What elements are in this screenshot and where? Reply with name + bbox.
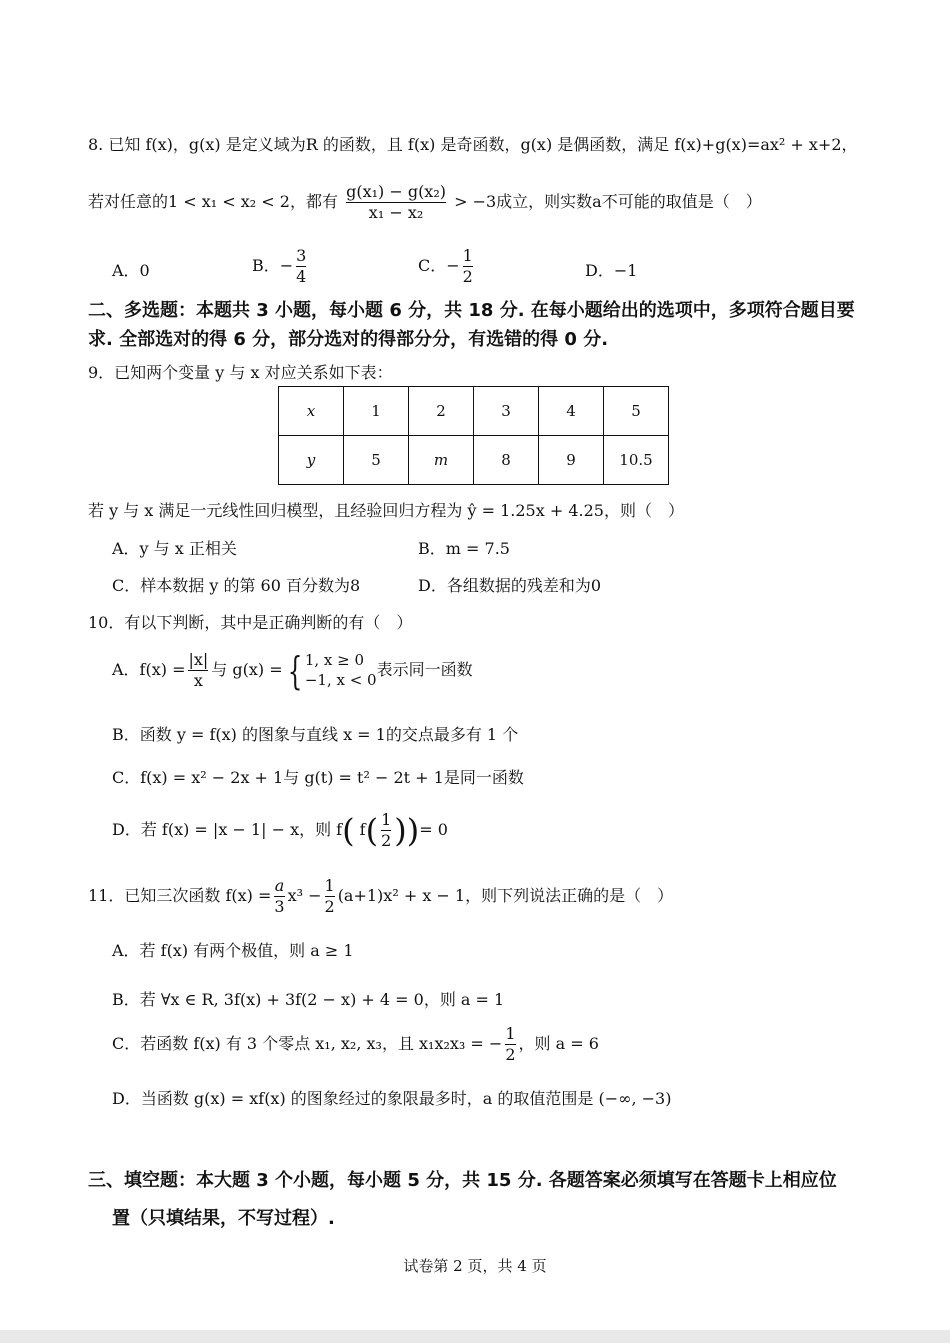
q11-option-c-num: 1 [505, 1024, 516, 1043]
q11-stem [88, 876, 673, 917]
table-cell: y [279, 436, 344, 485]
left-paren-icon: ( [365, 811, 379, 850]
q8-option-d: D．−1 [585, 261, 638, 280]
q8-stem-line1: 8. 已知 f(x)，g(x) 是定义域为R 的函数，且 f(x) 是奇函数，g(x) 是偶函数，满足 f(x)+g(x)=ax² + x+2， [88, 135, 858, 154]
q8-option-b [252, 246, 309, 287]
q10-option-d-suffix: = 0 [419, 820, 448, 839]
section3-heading-line2: 置（只填结果，不写过程）. [112, 1208, 335, 1229]
q8-stem-line2-pre: 若对任意的1 < x₁ < x₂ < 2，都有 [88, 192, 338, 211]
q9-option-d: D．各组数据的残差和为0 [418, 576, 602, 595]
q11-option-b: B．若 ∀x ∈ R, 3f(x) + 3f(2 − x) + 4 = 0，则 a = 1 [112, 990, 505, 1009]
q10-option-a [112, 650, 473, 691]
q11-stem-suffix: (a+1)x² + x − 1，则下列说法正确的是（ ） [337, 886, 674, 905]
q8-stem-line2 [88, 182, 762, 223]
q10-option-a-cases [305, 651, 377, 690]
q10-option-a-suffix: 表示同一函数 [376, 660, 473, 679]
table-cell: 1 [344, 387, 409, 436]
q8-option-c-prefix: C．− [418, 256, 460, 275]
q11-stem-prefix: 11．已知三次函数 f(x) = [88, 886, 272, 905]
q8-option-c-fraction [463, 246, 473, 287]
table-cell: 2 [409, 387, 474, 436]
table-cell: m [409, 436, 474, 485]
q10-option-d-num: 1 [381, 810, 392, 829]
q8-option-b-num: 3 [296, 246, 307, 265]
q11-option-c-den: 2 [505, 1045, 516, 1064]
q8-fraction-denominator: x₁ − x₂ [346, 202, 446, 223]
table-cell: 5 [604, 387, 669, 436]
q11-option-a: A．若 f(x) 有两个极值，则 a ≥ 1 [112, 941, 354, 960]
q10-option-a-den: x [188, 670, 208, 691]
q10-option-a-case2: −1, x < 0 [304, 670, 377, 689]
page-footer: 试卷第 2 页，共 4 页 [403, 1257, 547, 1275]
q11-option-c-suffix: ，则 a = 6 [518, 1034, 599, 1053]
q9-option-a: A．y 与 x 正相关 [112, 539, 237, 558]
q8-fraction [346, 182, 446, 223]
q9-option-c: C．样本数据 y 的第 60 百分数为8 [112, 576, 361, 595]
q8-option-b-prefix: B．− [252, 256, 294, 275]
q11-option-c [112, 1024, 599, 1065]
q11-fraction-half-den: 2 [324, 897, 335, 916]
q11-option-c-prefix: C．若函数 f(x) 有 3 个零点 x₁, x₂, x₃，且 x₁x₂x₃ = − [112, 1034, 503, 1053]
q10-option-d-prefix: D．若 f(x) = |x − 1| − x，则 f [112, 820, 343, 839]
table-row-x [279, 387, 669, 436]
section2-heading-line1: 二、多选题：本题共 3 小题，每小题 6 分，共 18 分. 在每小题给出的选项中，多项符合题目要 [88, 300, 855, 321]
q10-option-a-num: |x| [188, 650, 209, 669]
q8-option-c-den: 2 [462, 267, 473, 286]
q8-option-b-den: 4 [296, 267, 307, 286]
q10-option-a-prefix: A．f(x) = [112, 660, 186, 679]
q8-option-c [418, 246, 476, 287]
q10-option-b: B．函数 y = f(x) 的图象与直线 x = 1的交点最多有 1 个 [112, 725, 519, 744]
q11-fraction-a3-den: 3 [274, 897, 285, 916]
q9-stem: 9．已知两个变量 y 与 x 对应关系如下表： [88, 363, 393, 382]
right-paren-icon: ) [406, 811, 420, 850]
q11-fraction-a3 [274, 876, 284, 917]
table-cell: 3 [474, 387, 539, 436]
q8-option-b-fraction [296, 246, 306, 287]
q10-option-d: D．若 f(x) = |x − 1| − x，则 f( f( $\frac{1}{2}$ ))= 0 [112, 810, 448, 850]
q11-option-d: D．当函数 g(x) = xf(x) 的图象经过的象限最多时，a 的取值范围是 (−∞, −3) [112, 1089, 672, 1108]
q8-fraction-numerator: g(x₁) − g(x₂) [346, 182, 446, 201]
section2-heading-line2: 求. 全部选对的得 6 分，部分选对的得部分分，有选错的得 0 分. [88, 329, 609, 350]
left-brace-icon: { [287, 648, 302, 693]
scan-bottom-edge [0, 1330, 950, 1343]
q8-option-c-num: 1 [462, 246, 473, 265]
q10-option-d-fraction [381, 810, 391, 851]
q11-fraction-a3-num: a [274, 876, 285, 895]
table-cell: x [279, 387, 344, 436]
q11-fraction-half-num: 1 [324, 876, 335, 895]
table-row-y [279, 436, 669, 485]
q11-fraction-half [325, 876, 335, 917]
table-cell: 8 [474, 436, 539, 485]
q9-condition: 若 y 与 x 满足一元线性回归模型，且经验回归方程为 ŷ = 1.25x + 4.25，则（ ） [88, 501, 684, 520]
section3-heading-line1: 三、填空题：本大题 3 个小题，每小题 5 分，共 15 分. 各题答案必须填写在答题卡上相应位 [88, 1170, 837, 1191]
table-cell: 5 [344, 436, 409, 485]
q11-option-c-fraction [505, 1024, 515, 1065]
table-cell: 9 [539, 436, 604, 485]
q8-option-a: A．0 [112, 261, 150, 280]
table-cell: 10.5 [604, 436, 669, 485]
q8-stem-line2-post: > −3成立，则实数a不可能的取值是（ ） [454, 192, 762, 211]
q10-option-a-fraction [188, 650, 208, 691]
right-paren-icon: ) [394, 811, 407, 850]
table-cell: 4 [539, 387, 604, 436]
q10-option-a-case1: 1, x ≥ 0 [304, 651, 365, 669]
q10-stem: 10．有以下判断，其中是正确判断的有（ ） [88, 613, 413, 632]
q10-option-c: C．f(x) = x² − 2x + 1与 g(t) = t² − 2t + 1是同一函数 [112, 768, 524, 787]
q10-option-d-den: 2 [381, 831, 392, 850]
q9-option-b: B．m = 7.5 [418, 539, 510, 558]
q11-stem-mid: x³ − [287, 886, 322, 905]
left-paren-icon: ( [342, 811, 355, 850]
q10-option-a-mid: 与 g(x) = [211, 660, 283, 679]
q9-data-table [278, 386, 669, 485]
